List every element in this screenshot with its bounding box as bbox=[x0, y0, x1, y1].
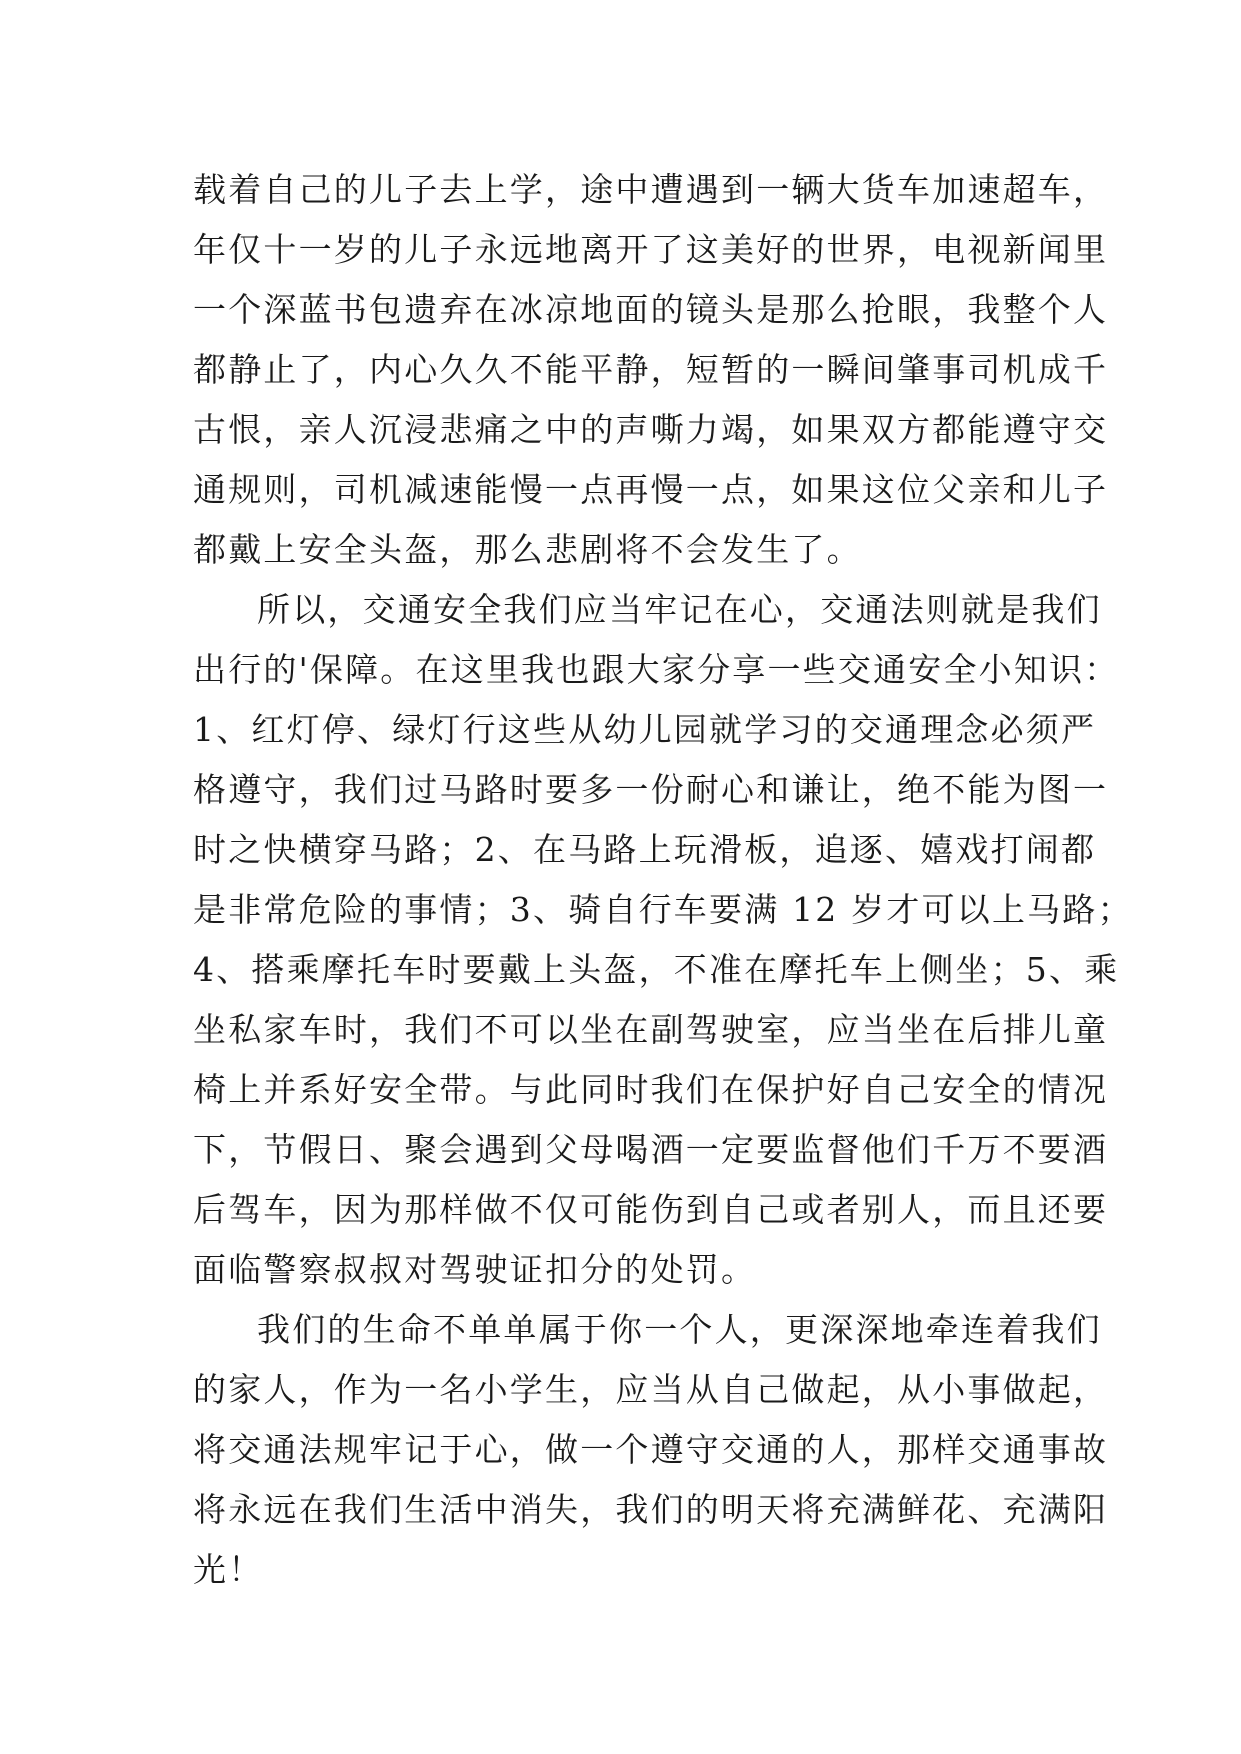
paragraph-line: 1、红灯停、绿灯行这些从幼儿园就学习的交通理念必须严 bbox=[193, 710, 1097, 749]
paragraph-line: 的家人，作为一名小学生，应当从自己做起，从小事做起， bbox=[193, 1370, 1109, 1409]
paragraph-line: 都静止了，内心久久不能平静，短暂的一瞬间肇事司机成千 bbox=[193, 350, 1109, 389]
paragraph-1 bbox=[193, 160, 1109, 580]
paragraph-line: 古恨，亲人沉浸悲痛之中的声嘶力竭，如果双方都能遵守交 bbox=[193, 410, 1109, 449]
paragraph-line: 年仅十一岁的儿子永远地离开了这美好的世界，电视新闻里 bbox=[193, 230, 1109, 269]
paragraph-line: 椅上并系好安全带。与此同时我们在保护好自己安全的情况 bbox=[193, 1070, 1109, 1109]
paragraph-line: 光！ bbox=[193, 1550, 264, 1589]
paragraph-line: 载着自己的儿子去上学，途中遭遇到一辆大货车加速超车， bbox=[193, 170, 1109, 209]
paragraph-line: 面临警察叔叔对驾驶证扣分的处罚。 bbox=[193, 1250, 757, 1289]
paragraph-line: 都戴上安全头盔，那么悲剧将不会发生了。 bbox=[193, 530, 862, 569]
paragraph-line: 所以，交通安全我们应当牢记在心，交通法则就是我们 bbox=[257, 590, 1102, 629]
paragraph-line: 是非常危险的事情；3、骑自行车要满 12 岁才可以上马路； bbox=[193, 890, 1133, 929]
paragraph-line: 时之快横穿马路；2、在马路上玩滑板，追逐、嬉戏打闹都 bbox=[193, 830, 1097, 869]
paragraph-line: 一个深蓝书包遗弃在冰凉地面的镜头是那么抢眼，我整个人 bbox=[193, 290, 1109, 329]
paragraph-line: 通规则，司机减速能慢一点再慢一点，如果这位父亲和儿子 bbox=[193, 470, 1109, 509]
paragraph-line: 坐私家车时，我们不可以坐在副驾驶室，应当坐在后排儿童 bbox=[193, 1010, 1109, 1049]
paragraph-line: 4、搭乘摩托车时要戴上头盔，不准在摩托车上侧坐；5、乘 bbox=[193, 950, 1120, 989]
paragraph-3 bbox=[193, 1300, 1109, 1600]
paragraph-line: 将永远在我们生活中消失，我们的明天将充满鲜花、充满阳 bbox=[193, 1490, 1109, 1529]
paragraph-2 bbox=[193, 580, 1133, 1300]
paragraph-line: 将交通法规牢记于心，做一个遵守交通的人，那样交通事故 bbox=[193, 1430, 1109, 1469]
paragraph-line: 下，节假日、聚会遇到父母喝酒一定要监督他们千万不要酒 bbox=[193, 1130, 1109, 1169]
paragraph-line: 出行的'保障。在这里我也跟大家分享一些交通安全小知识： bbox=[193, 650, 1120, 689]
paragraph-line: 格遵守，我们过马路时要多一份耐心和谦让，绝不能为图一 bbox=[193, 770, 1109, 809]
document-page bbox=[193, 160, 1133, 1600]
paragraph-line: 后驾车，因为那样做不仅可能伤到自己或者别人，而且还要 bbox=[193, 1190, 1109, 1229]
paragraph-line: 我们的生命不单单属于你一个人，更深深地牵连着我们 bbox=[257, 1310, 1102, 1349]
